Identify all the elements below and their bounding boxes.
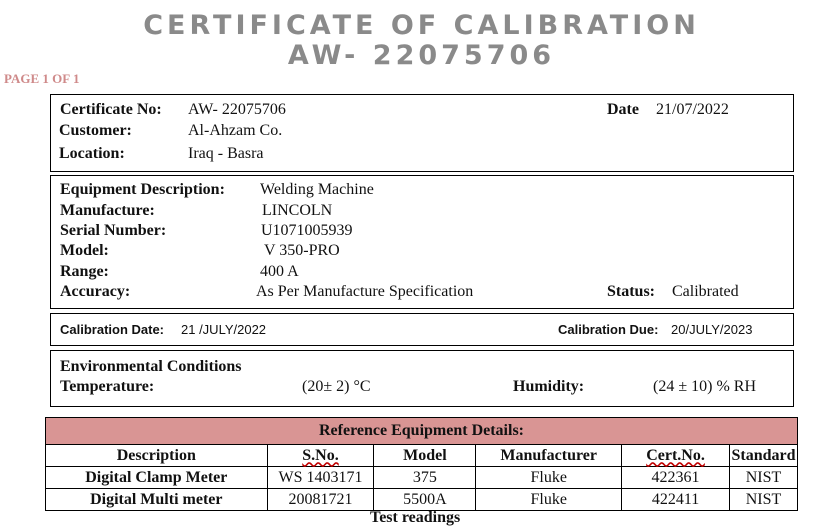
calibration-dates-box [50, 313, 794, 346]
certificate-code-heading: AW- 22075706 [287, 40, 556, 71]
humidity-value: (24 ± 10) % RH [653, 378, 756, 395]
calibration-date-label: Calibration Date: [60, 322, 165, 337]
table-cell: WS 1403171 [267, 467, 374, 489]
cert-no-value: AW- 22075706 [188, 101, 286, 118]
accuracy-label: Accuracy: [60, 283, 131, 300]
table-cell: NIST [729, 467, 797, 489]
table-cell: 422361 [622, 467, 730, 489]
manufacture-value: LINCOLN [262, 202, 333, 219]
temperature-label: Temperature: [60, 378, 155, 395]
reference-equipment-table [45, 417, 798, 511]
model-label: Model: [60, 242, 109, 259]
table-row [46, 489, 798, 511]
column-header: S.No. [267, 445, 374, 467]
date-value: 21/07/2022 [656, 101, 729, 118]
certificate-info-box [50, 94, 794, 172]
customer-label: Customer: [59, 122, 132, 139]
column-header: Model [374, 445, 476, 467]
table-cell: 375 [374, 467, 476, 489]
equipment-description-label: Equipment Description: [60, 181, 225, 198]
table-header-row [46, 445, 798, 467]
accuracy-value: As Per Manufacture Specification [256, 283, 474, 300]
equipment-box [50, 175, 794, 309]
reference-table-title: Reference Equipment Details: [46, 418, 798, 445]
serial-label: Serial Number: [60, 222, 167, 239]
serial-value: U1071005939 [261, 222, 353, 239]
table-cell: 5500A [374, 489, 476, 511]
location-value: Iraq - Basra [188, 145, 264, 162]
table-cell: NIST [729, 489, 797, 511]
table-cell: Digital Multi meter [46, 489, 268, 511]
calibration-due-label: Calibration Due: [558, 322, 659, 337]
environment-box [50, 350, 794, 407]
column-header: Manufacturer [476, 445, 622, 467]
range-value: 400 A [260, 263, 299, 280]
status-value: Calibrated [672, 283, 739, 300]
humidity-label: Humidity: [513, 378, 585, 395]
table-cell: Fluke [476, 467, 622, 489]
table-cell: Fluke [476, 489, 622, 511]
customer-value: Al-Ahzam Co. [188, 122, 283, 139]
test-readings-heading: Test readings [370, 509, 461, 526]
model-value: V 350-PRO [264, 242, 340, 259]
manufacture-label: Manufacture: [60, 202, 155, 219]
table-cell: 422411 [622, 489, 730, 511]
range-label: Range: [60, 263, 109, 280]
calibration-date-value: 21 /JULY/2022 [181, 322, 267, 337]
temperature-value: (20± 2) °C [302, 378, 371, 395]
table-row [46, 467, 798, 489]
column-header: Standard [729, 445, 797, 467]
calibration-due-value: 20/JULY/2023 [671, 322, 753, 337]
cert-no-label: Certificate No: [60, 101, 162, 118]
date-label: Date [607, 101, 639, 118]
table-cell: Digital Clamp Meter [46, 467, 268, 489]
certificate-title: CERTIFICATE OF CALIBRATION [143, 10, 700, 41]
status-label: Status: [607, 283, 656, 300]
column-header: Description [46, 445, 268, 467]
location-label: Location: [59, 145, 125, 162]
equipment-description-value: Welding Machine [260, 181, 374, 198]
column-header: Cert.No. [622, 445, 730, 467]
environment-heading: Environmental Conditions [60, 358, 242, 375]
table-cell: 20081721 [267, 489, 374, 511]
page-indicator: PAGE 1 OF 1 [4, 71, 80, 86]
